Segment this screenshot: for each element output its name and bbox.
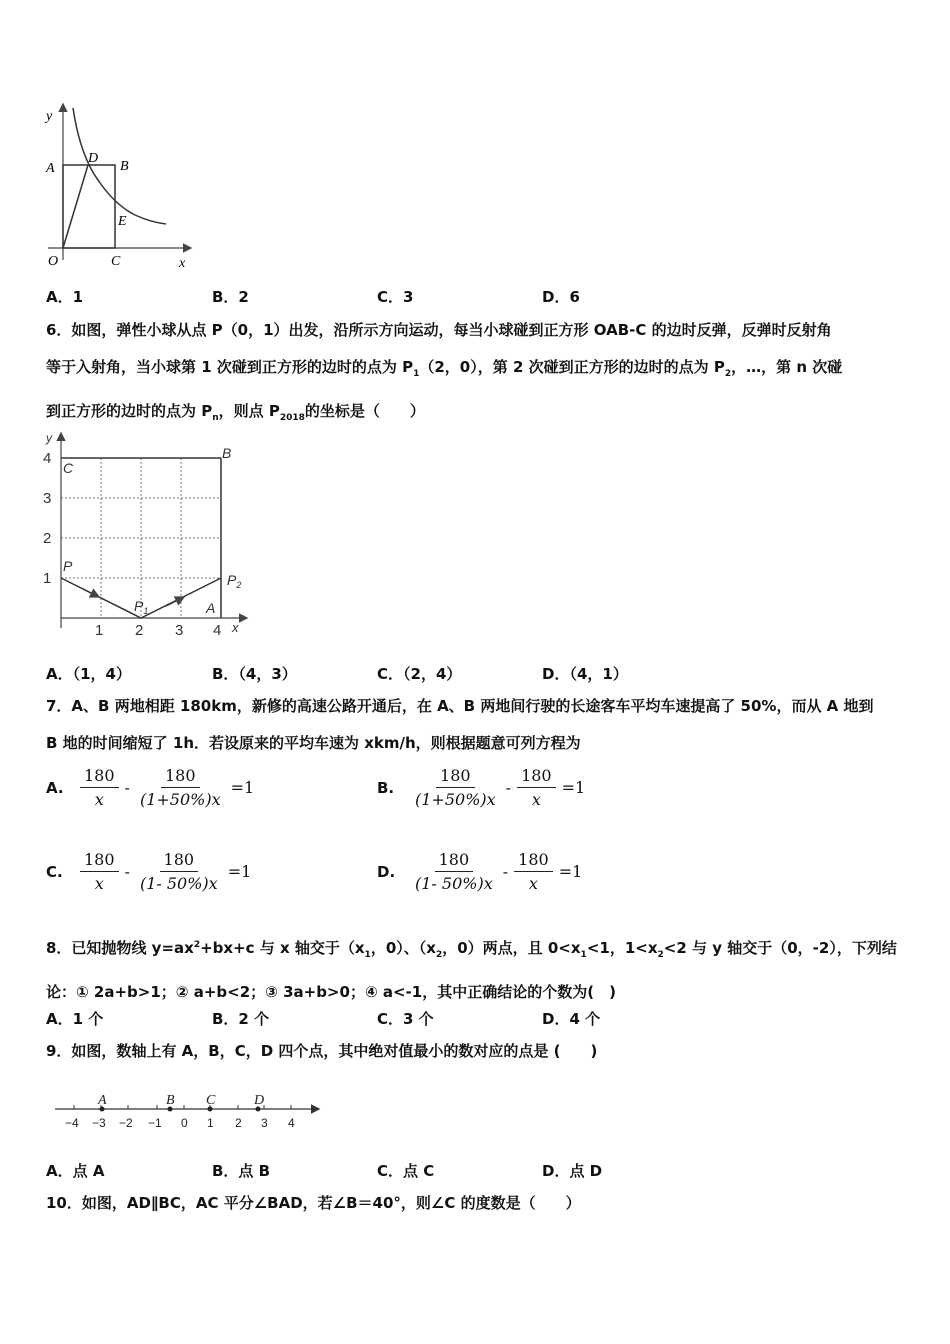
- q6-line-2b: （2，0），第 2 次碰到正方形的边时的点为 P: [419, 358, 725, 376]
- q7-option-b-frac1: [411, 766, 500, 809]
- q7-option-d-op: -: [502, 862, 509, 881]
- q7-option-c-frac2: [136, 850, 222, 893]
- q6-sub-n: n: [212, 413, 219, 423]
- q8-line-1: [46, 927, 908, 974]
- q9-option-b[interactable]: B．点 B: [212, 1162, 271, 1180]
- frac-numerator: 180: [160, 850, 199, 872]
- q7-option-a-rhs: =1: [230, 778, 255, 797]
- q6-option-a[interactable]: A．（1，4）: [46, 665, 131, 683]
- q9-point-D: D: [254, 1093, 265, 1108]
- q8-line-1a: 8．已知抛物线 y=ax: [46, 939, 194, 957]
- q10-question: [46, 1185, 908, 1222]
- q7-option-b[interactable]: [377, 766, 585, 809]
- q7-option-c-frac1: [80, 850, 119, 893]
- q6-line-2: [46, 349, 908, 393]
- q7-question: [46, 688, 908, 762]
- q7-option-c-rhs: =1: [227, 862, 252, 881]
- q8-option-c[interactable]: C．3 个: [377, 1010, 434, 1028]
- q7-option-c-label: C.: [46, 862, 63, 881]
- q6-sub-2018: 2018: [279, 413, 305, 423]
- q6-ytick-4: 4: [43, 450, 52, 467]
- q6-label-P1: $P_1$: [134, 598, 149, 616]
- q6-option-c[interactable]: C．（2，4）: [377, 665, 462, 683]
- frac-denominator: x: [94, 790, 104, 809]
- frac-denominator: (1- 50%)x: [139, 874, 218, 893]
- q7-option-a-label: A.: [46, 778, 64, 797]
- q9-tick-label: 3: [261, 1116, 268, 1130]
- q6-label-A: A: [206, 600, 216, 616]
- q5-diagonal: [63, 165, 88, 248]
- q6-label-P: P: [63, 558, 73, 574]
- q5-option-d[interactable]: D．6: [542, 288, 580, 306]
- q6-xtick-1: 1: [95, 622, 104, 639]
- q8-line-1f: <2 与 y 轴交于（0，-2），下列结: [663, 939, 897, 957]
- q5-label-E: E: [118, 214, 127, 229]
- q5-label-D: D: [88, 151, 99, 166]
- frac-numerator: 180: [436, 766, 475, 788]
- q8-sub-1: 1: [364, 950, 371, 960]
- q5-label-C: C: [111, 254, 121, 269]
- q6-line-2a: 等于入射角，当小球第 1 次碰到正方形的边时的点为 P: [46, 358, 414, 376]
- q6-arrow-1: [83, 589, 98, 597]
- frac-denominator: x: [94, 874, 104, 893]
- frac-numerator: 180: [161, 766, 200, 788]
- q6-line-1: 6．如图，弹性小球从点 P（0，1）出发，沿所示方向运动，每当小球碰到正方形 OAB-C 的边时反弹，反弹时反射角: [46, 321, 832, 339]
- q7-option-d-frac1: [411, 850, 497, 893]
- q6-figure: [38, 428, 253, 643]
- q9-option-d[interactable]: D．点 D: [542, 1162, 603, 1180]
- q8-sub-1b: 1: [580, 950, 587, 960]
- q6-sub-2: 2: [724, 369, 732, 379]
- q5-label-B: B: [120, 159, 129, 174]
- q9-tick-label: −3: [92, 1116, 106, 1130]
- q7-option-d-rhs: =1: [558, 862, 583, 881]
- q9-tick-label: 0: [181, 1116, 188, 1130]
- frac-numerator: 180: [80, 766, 119, 788]
- frac-numerator: 180: [517, 766, 556, 788]
- q8-option-a[interactable]: A．1 个: [46, 1010, 104, 1028]
- q9-point-B: B: [166, 1093, 175, 1108]
- q8-question: [46, 927, 908, 1011]
- q8-line-1c: ，0）、（x: [370, 939, 436, 957]
- q6-label-y: y: [46, 431, 52, 445]
- q8-line-1b: +bx+c 与 x 轴交于（x: [200, 939, 365, 957]
- q8-option-d[interactable]: D．4 个: [542, 1010, 601, 1028]
- q5-option-b[interactable]: B．2: [212, 288, 249, 306]
- q9-tick-label: −2: [119, 1116, 133, 1130]
- q5-label-A: A: [46, 161, 55, 176]
- q8-sup-2: 2: [193, 940, 201, 950]
- q6-line-2c: ，…，第 n 次碰: [731, 358, 843, 376]
- q5-figure: [40, 100, 200, 270]
- q7-option-c[interactable]: [46, 850, 251, 893]
- q5-option-c[interactable]: C．3: [377, 288, 414, 306]
- q6-label-C: C: [63, 460, 74, 476]
- q7-option-c-op: -: [124, 862, 130, 881]
- frac-numerator: 180: [80, 850, 119, 872]
- q5-label-O: O: [48, 254, 59, 269]
- q6-xtick-2: 2: [135, 622, 144, 639]
- q10-line-1: 10．如图，AD∥BC，AC 平分∠BAD，若∠B＝40°，则∠C 的度数是（ ）: [46, 1194, 581, 1212]
- q6-xtick-3: 3: [175, 622, 184, 639]
- frac-denominator: (1+50%)x: [139, 790, 221, 809]
- q8-line-1d: ，0）两点，且 0<x: [442, 939, 581, 957]
- q7-option-d-frac2: [514, 850, 553, 893]
- q6-line-3a: 到正方形的边时的点为 P: [46, 402, 213, 420]
- q7-option-b-rhs: =1: [561, 778, 586, 797]
- q6-grid: [61, 458, 221, 618]
- q7-option-d[interactable]: [377, 850, 582, 893]
- q9-line-1: 9．如图，数轴上有 A，B，C，D 四个点，其中绝对值最小的数对应的点是 ( ): [46, 1042, 598, 1060]
- q9-option-c[interactable]: C．点 C: [377, 1162, 435, 1180]
- q7-option-a-frac2: [136, 766, 225, 809]
- frac-numerator: 180: [435, 850, 474, 872]
- q6-line-3c: 的坐标是（ ）: [304, 402, 425, 420]
- q6-ytick-1: 1: [43, 570, 52, 587]
- q6-arrow-2: [166, 598, 183, 607]
- q7-option-a[interactable]: [46, 766, 254, 809]
- q5-label-y: y: [46, 109, 53, 124]
- q7-option-b-op: -: [505, 778, 512, 797]
- frac-denominator: (1- 50%)x: [415, 874, 493, 893]
- q7-option-d-label: D.: [377, 862, 396, 881]
- q9-point-A: A: [98, 1093, 107, 1108]
- frac-denominator: (1+50%)x: [415, 790, 496, 809]
- q9-option-a[interactable]: A．点 A: [46, 1162, 105, 1180]
- q6-ytick-2: 2: [43, 530, 52, 547]
- q5-label-x: x: [179, 256, 186, 270]
- q6-label-P2: $P_2$: [227, 572, 242, 590]
- q5-option-a[interactable]: A．1: [46, 288, 84, 306]
- frac-numerator: 180: [514, 850, 553, 872]
- q9-tick-label: 2: [235, 1116, 242, 1130]
- q7-option-a-op: -: [124, 778, 130, 797]
- q6-label-x: x: [232, 620, 239, 635]
- q6-ytick-3: 3: [43, 490, 52, 507]
- q9-question: [46, 1033, 908, 1070]
- q6-question: [46, 312, 908, 437]
- q6-sub-1: 1: [413, 369, 420, 379]
- q8-line-1e: <1，1<x: [586, 939, 658, 957]
- q6-label-B: B: [222, 445, 232, 461]
- q9-number-line: [50, 1085, 330, 1135]
- q8-line-2: 论：① 2a+b>1；② a+b<2；③ 3a+b>0；④ a<-1，其中正确结论的个数为( ): [46, 983, 616, 1001]
- q8-sub-2b: 2: [657, 950, 664, 960]
- q9-point-C: C: [206, 1093, 216, 1108]
- q8-option-b[interactable]: B．2 个: [212, 1010, 270, 1028]
- q5-rectangle: [63, 165, 115, 248]
- q7-option-b-frac2: [517, 766, 556, 809]
- q6-xtick-4: 4: [213, 622, 222, 639]
- q9-tick-label: −4: [65, 1116, 79, 1130]
- q7-option-b-label: B.: [377, 778, 395, 797]
- q7-line-2: B 地的时间缩短了 1h．若设原来的平均车速为 xkm/h，则根据题意可列方程为: [46, 734, 581, 752]
- q9-tick-label: 4: [288, 1116, 295, 1130]
- frac-denominator: x: [528, 874, 538, 893]
- q9-tick-label: −1: [148, 1116, 162, 1130]
- q6-option-d[interactable]: D．（4，1）: [542, 665, 628, 683]
- q7-option-a-frac1: [80, 766, 119, 809]
- q8-sub-2: 2: [435, 950, 443, 960]
- q9-tick-label: 1: [207, 1116, 214, 1130]
- q6-option-b[interactable]: B．（4，3）: [212, 665, 297, 683]
- frac-denominator: x: [531, 790, 541, 809]
- q6-line-3b: ，则点 P: [218, 402, 280, 420]
- q7-line-1: 7．A、B 两地相距 180km，新修的高速公路开通后，在 A、B 两地间行驶的长途客车平均车速提高了 50%，而从 A 地到: [46, 697, 874, 715]
